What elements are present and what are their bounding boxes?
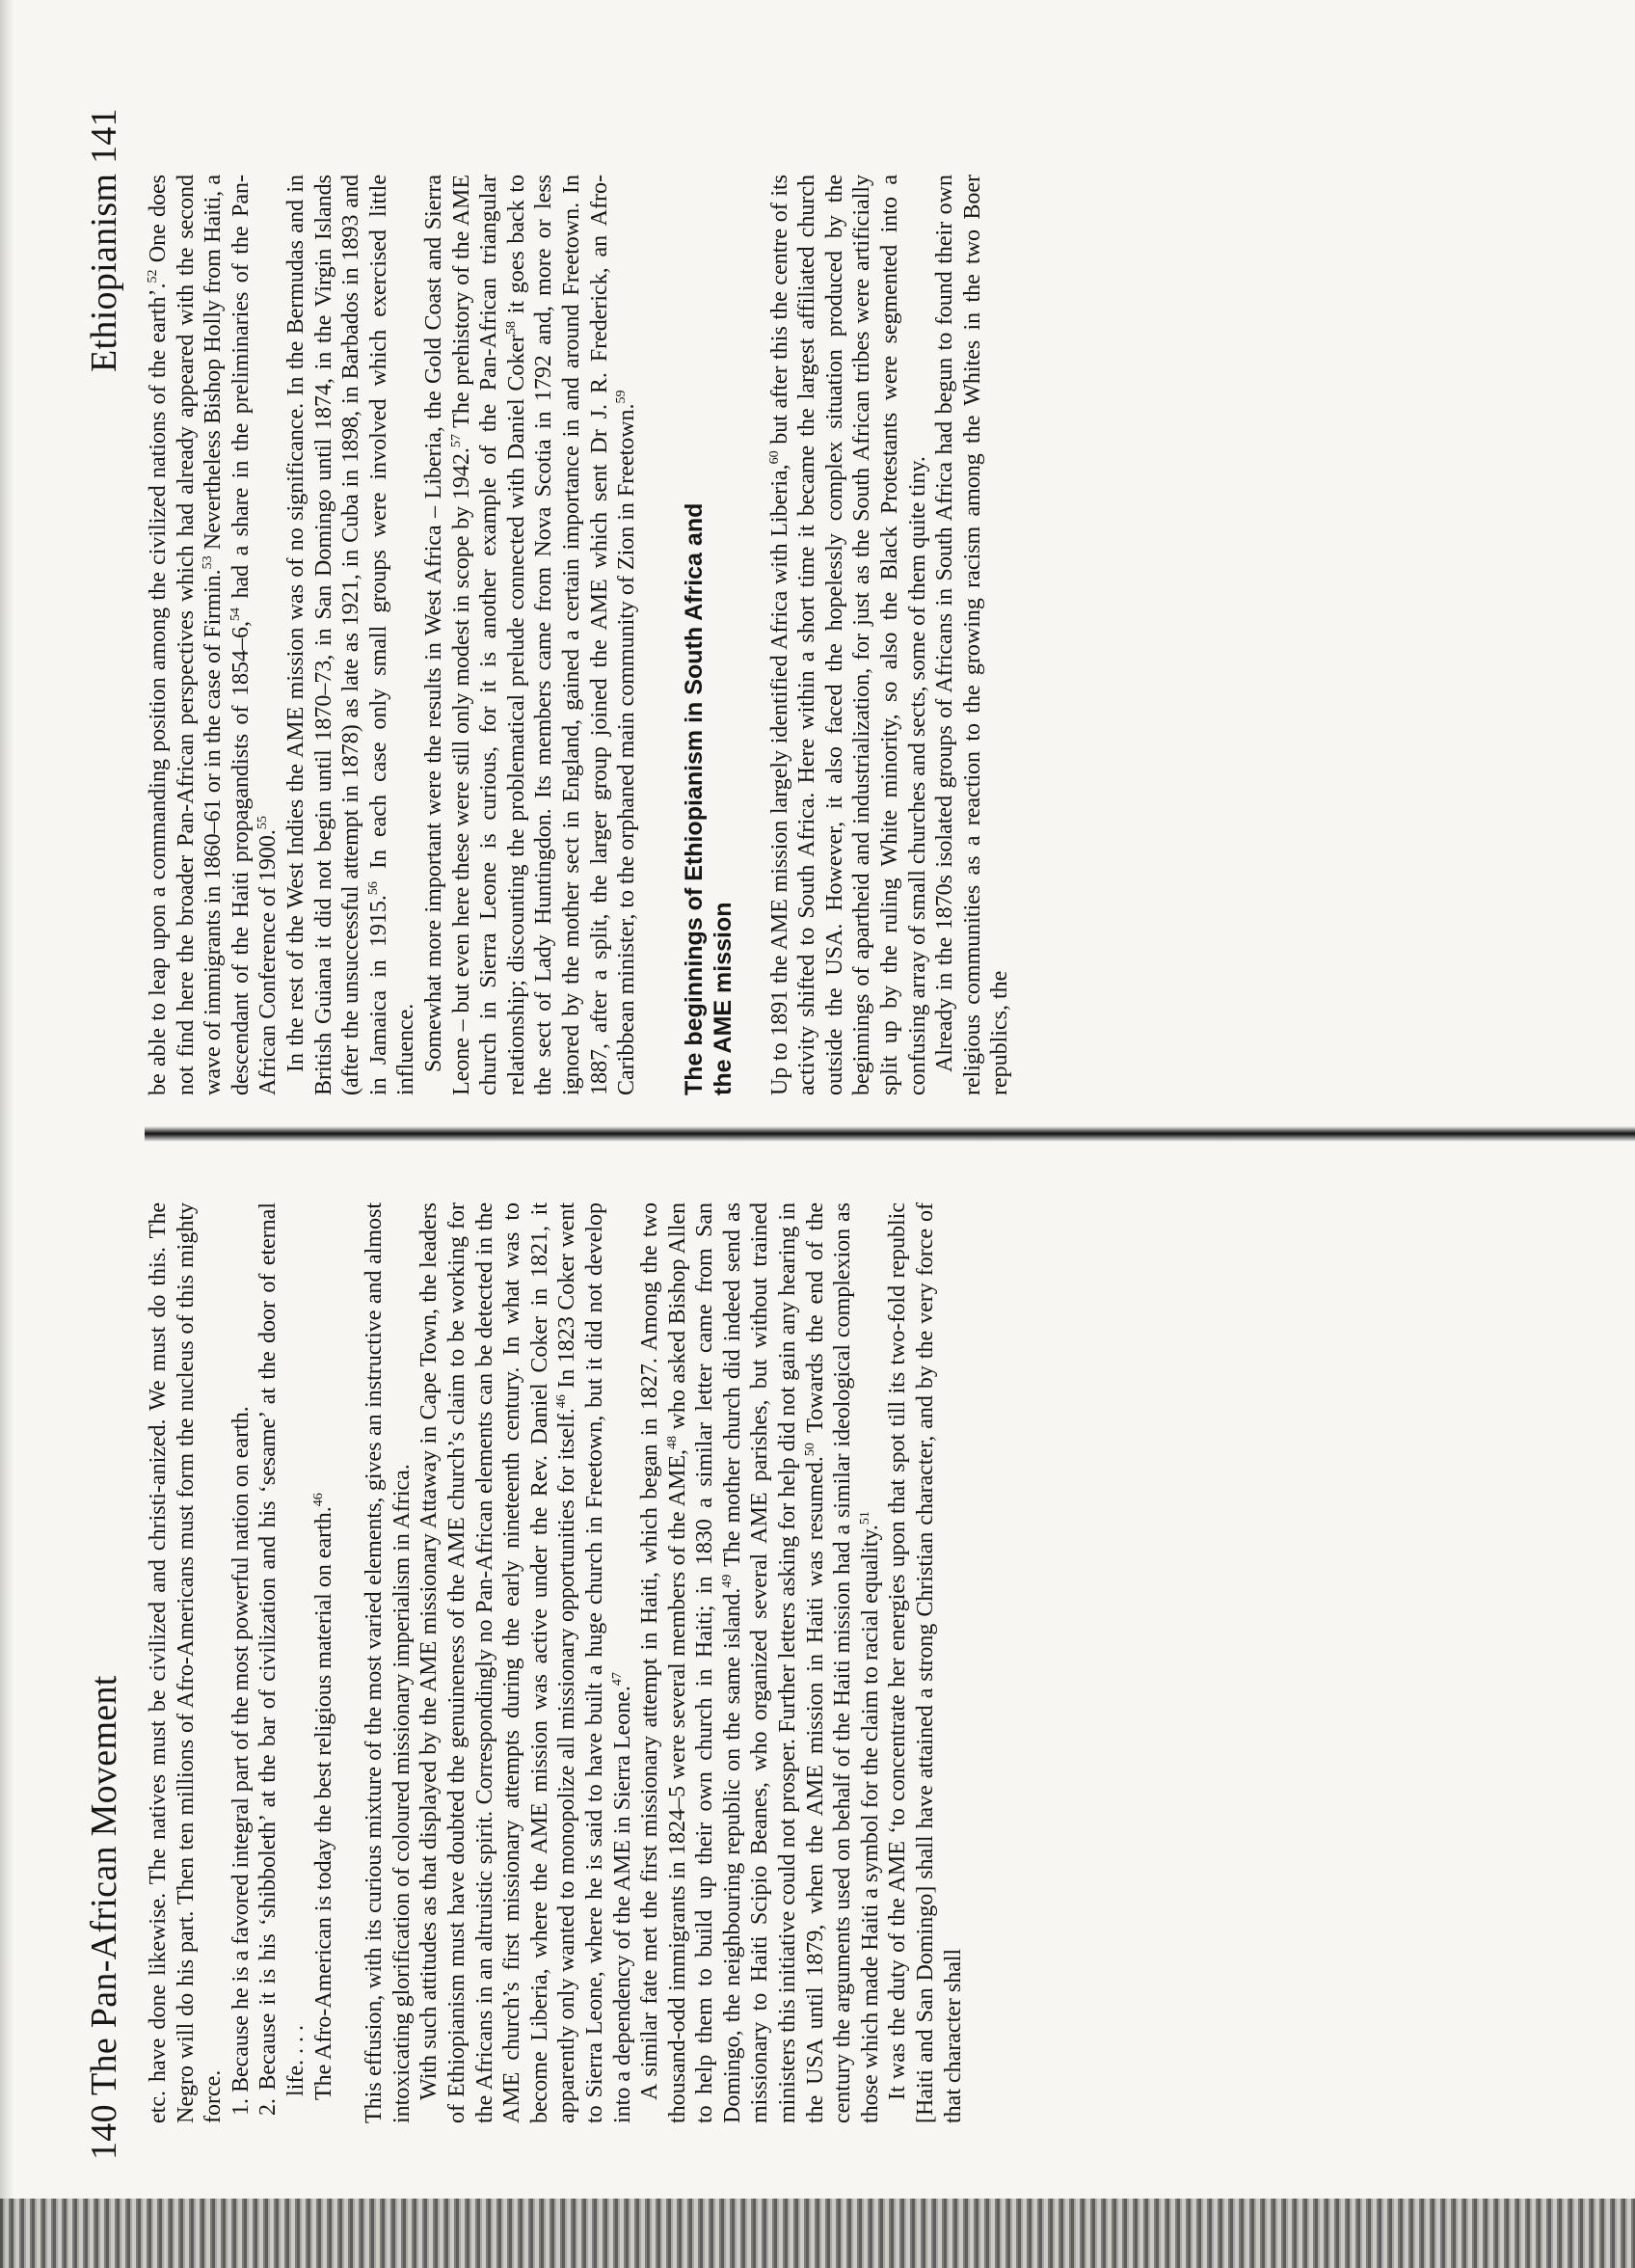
footnote-ref: 51 [857, 1511, 872, 1526]
body-paragraph: In the rest of the West Indies the AME mission was of no significance. In the Bermudas and in British Guiana it did not begin until 1870–73, in San Domingo until 1874, in the Virgin Islands (after the unsuccessful attempt in 1878) as late as 1921, in Cuba in 1898, in Barbados in 1893 and in Jamaica in 1915.56 In each case only small groups were involved which exercised little influence. [282, 175, 419, 1095]
running-head-left: 140 The Pan-African Movement [84, 1675, 124, 2160]
body-paragraph: A similar fate met the first missionary attempt in Haiti, which began in 1827. Among the two thousand-odd immigrants in 1824–5 were several members of the AME,$^{48}$ who asked Bishop Allen to help them to build up their own church in Haiti; in 1830 a similar letter came from San Domingo, the neighbouring republic on the same island.$^{49}$ The mother church did indeed send as missionary to Haiti Scipio Beanes, who organized several AME parishes, but without trained ministers this initiative could not prosper. Further letters asking for help did not gain any hearing in the USA until 1879, when the AME mission in Haiti was resumed.$^{50}$ Towards the end of the century the arguments used on behalf of the Haiti mission had a similar ideological complexion as those which made Haiti a symbol for the claim to racial equality.$^{51}$ [637, 1202, 883, 2123]
quote-list-item: 1. Because he is a favored integral part of the most powerful nation on earth. [228, 1406, 254, 2116]
body-paragraph: This effusion, with its curious mixture of the most varied elements, gives an instructive and almost intoxicating glorification of coloured missionary imperialism in Africa. [362, 1202, 415, 2123]
footnote-ref: 52 [146, 269, 160, 284]
left-page [0, 1134, 1635, 2268]
footnote-ref: 46 [310, 1493, 326, 1507]
quote-paragraph: etc. have done likewise. The natives must be civilized and christi-anized. We must do this. The Negro will do his part. Then ten millions of Afro-Americans must form the nucleus of this mighty force. [146, 1202, 227, 2123]
footnote-ref: 50 [802, 1443, 818, 1457]
running-head-right: Ethiopianism 141 [84, 108, 124, 372]
body-paragraph: Somewhat more important were the results in West Africa – Liberia, the Gold Coast and Sierra Leone – but even here these were still only modest in scope by 1942.57 The prehistory of the AME church in Sierra Leone is curious, for it is another example of the Pan-African triangular relationship; discounting the problematical prelude connected with Daniel Coker$^{58}$ it goes back to the sect of Lady Huntingdon. Its members came from Nova Scotia in 1792 and, more or less ignored by the mother sect in England, gained a certain importance in and around Freetown. In 1887, after a split, the larger group joined the AME which sent Dr J. R. Frederick, an Afro-Caribbean minister, to the orphaned main community of Zion in Freetown.$^{59}$ [420, 175, 640, 1095]
left-text-column [145, 1202, 967, 2123]
footnote-ref: 47 [609, 1672, 625, 1687]
footnote-ref: 56 [365, 881, 381, 896]
section-heading: The beginnings of Ethiopianism in South Africa and the AME mission [680, 502, 737, 1095]
footnote-ref: 58 [503, 320, 519, 335]
body-paragraph: be able to leap upon a commanding position among the civilized nations of the earth’.$^{52}$ One does not find here the broader Pan-African perspectives which had already appeared with the second wave of immigrants in 1860–61 or in the case of Firmin.$^{53}$ Nevertheless Bishop Holly from Haiti, a descendant of the Haiti propagandists of 1854–6,54 had a share in the preliminaries of the Pan-African Conference of 1900.55 [146, 174, 281, 1095]
footnote-ref: 57 [448, 434, 464, 448]
footnote-ref: 48 [664, 1435, 680, 1449]
quote-paragraph: The Afro-American is today the best religious material on earth.$^{46}$ [310, 1493, 336, 2100]
body-paragraph: Up to 1891 the AME mission largely identified Africa with Liberia,$^{60}$ but after this the centre of its activity shifted to South Africa. Here within a short time it became the largest affiliated church outside the USA. However, it also faced the hopelessly complex situation produced by the beginnings of apartheid and industrialization, for just as the South African tribes were artificially split up by the ruling White minority, so also the Black Protestants were segmented into a confusing array of small churches and sects, some of them quite tiny. [766, 174, 930, 1095]
footnote-ref: 59 [614, 390, 630, 404]
body-paragraph: With such attitudes as that displayed by the AME missionary Attaway in Cape Town, the leaders of Ethiopianism must have doubted the genuineness of the AME church’s claim to be working for the Africans in an altruistic spirit. Correspondingly no Pan-African elements can be detected in the AME church’s first missionary attempts during the early nineteenth century. In what was to become Liberia, where the AME mission was active under the Rev. Daniel Coker in 1821, it apparently only wanted to monopolize all missionary opportunities for itself.$^{46}$ In 1823 Coker went to Sierra Leone, where he is said to have built a huge church in Freetown, but it did not develop into a dependency of the AME in Sierra Leone.$^{47}$ [416, 1202, 635, 2123]
footnote-ref: 53 [201, 555, 216, 570]
footnote-ref: 46 [554, 1394, 570, 1409]
quote-list-item: 2. Because it is his ‘shibboleth’ at the bar of civilization and his ‘sesame’ at the door of eternal life. . . . [255, 1202, 308, 2116]
footnote-ref: 49 [719, 1574, 735, 1588]
body-paragraph: Already in the 1870s isolated groups of Africans in South Africa had begun to found their own religious communities as a reaction to the growing racism among the Whites in the two Boer republics, the [932, 175, 1013, 1095]
footnote-ref: 60 [766, 450, 782, 465]
footnote-ref: 54 [228, 608, 243, 621]
right-text-column [145, 175, 1014, 1095]
footnote-ref: 55 [255, 816, 271, 830]
body-paragraph: It was the duty of the AME ‘to concentrate her energies upon that spot till its two-fold republic [Haiti and San Domingo] shall have attained a strong Christian character, and by the very force of that character shall [885, 1202, 966, 2123]
